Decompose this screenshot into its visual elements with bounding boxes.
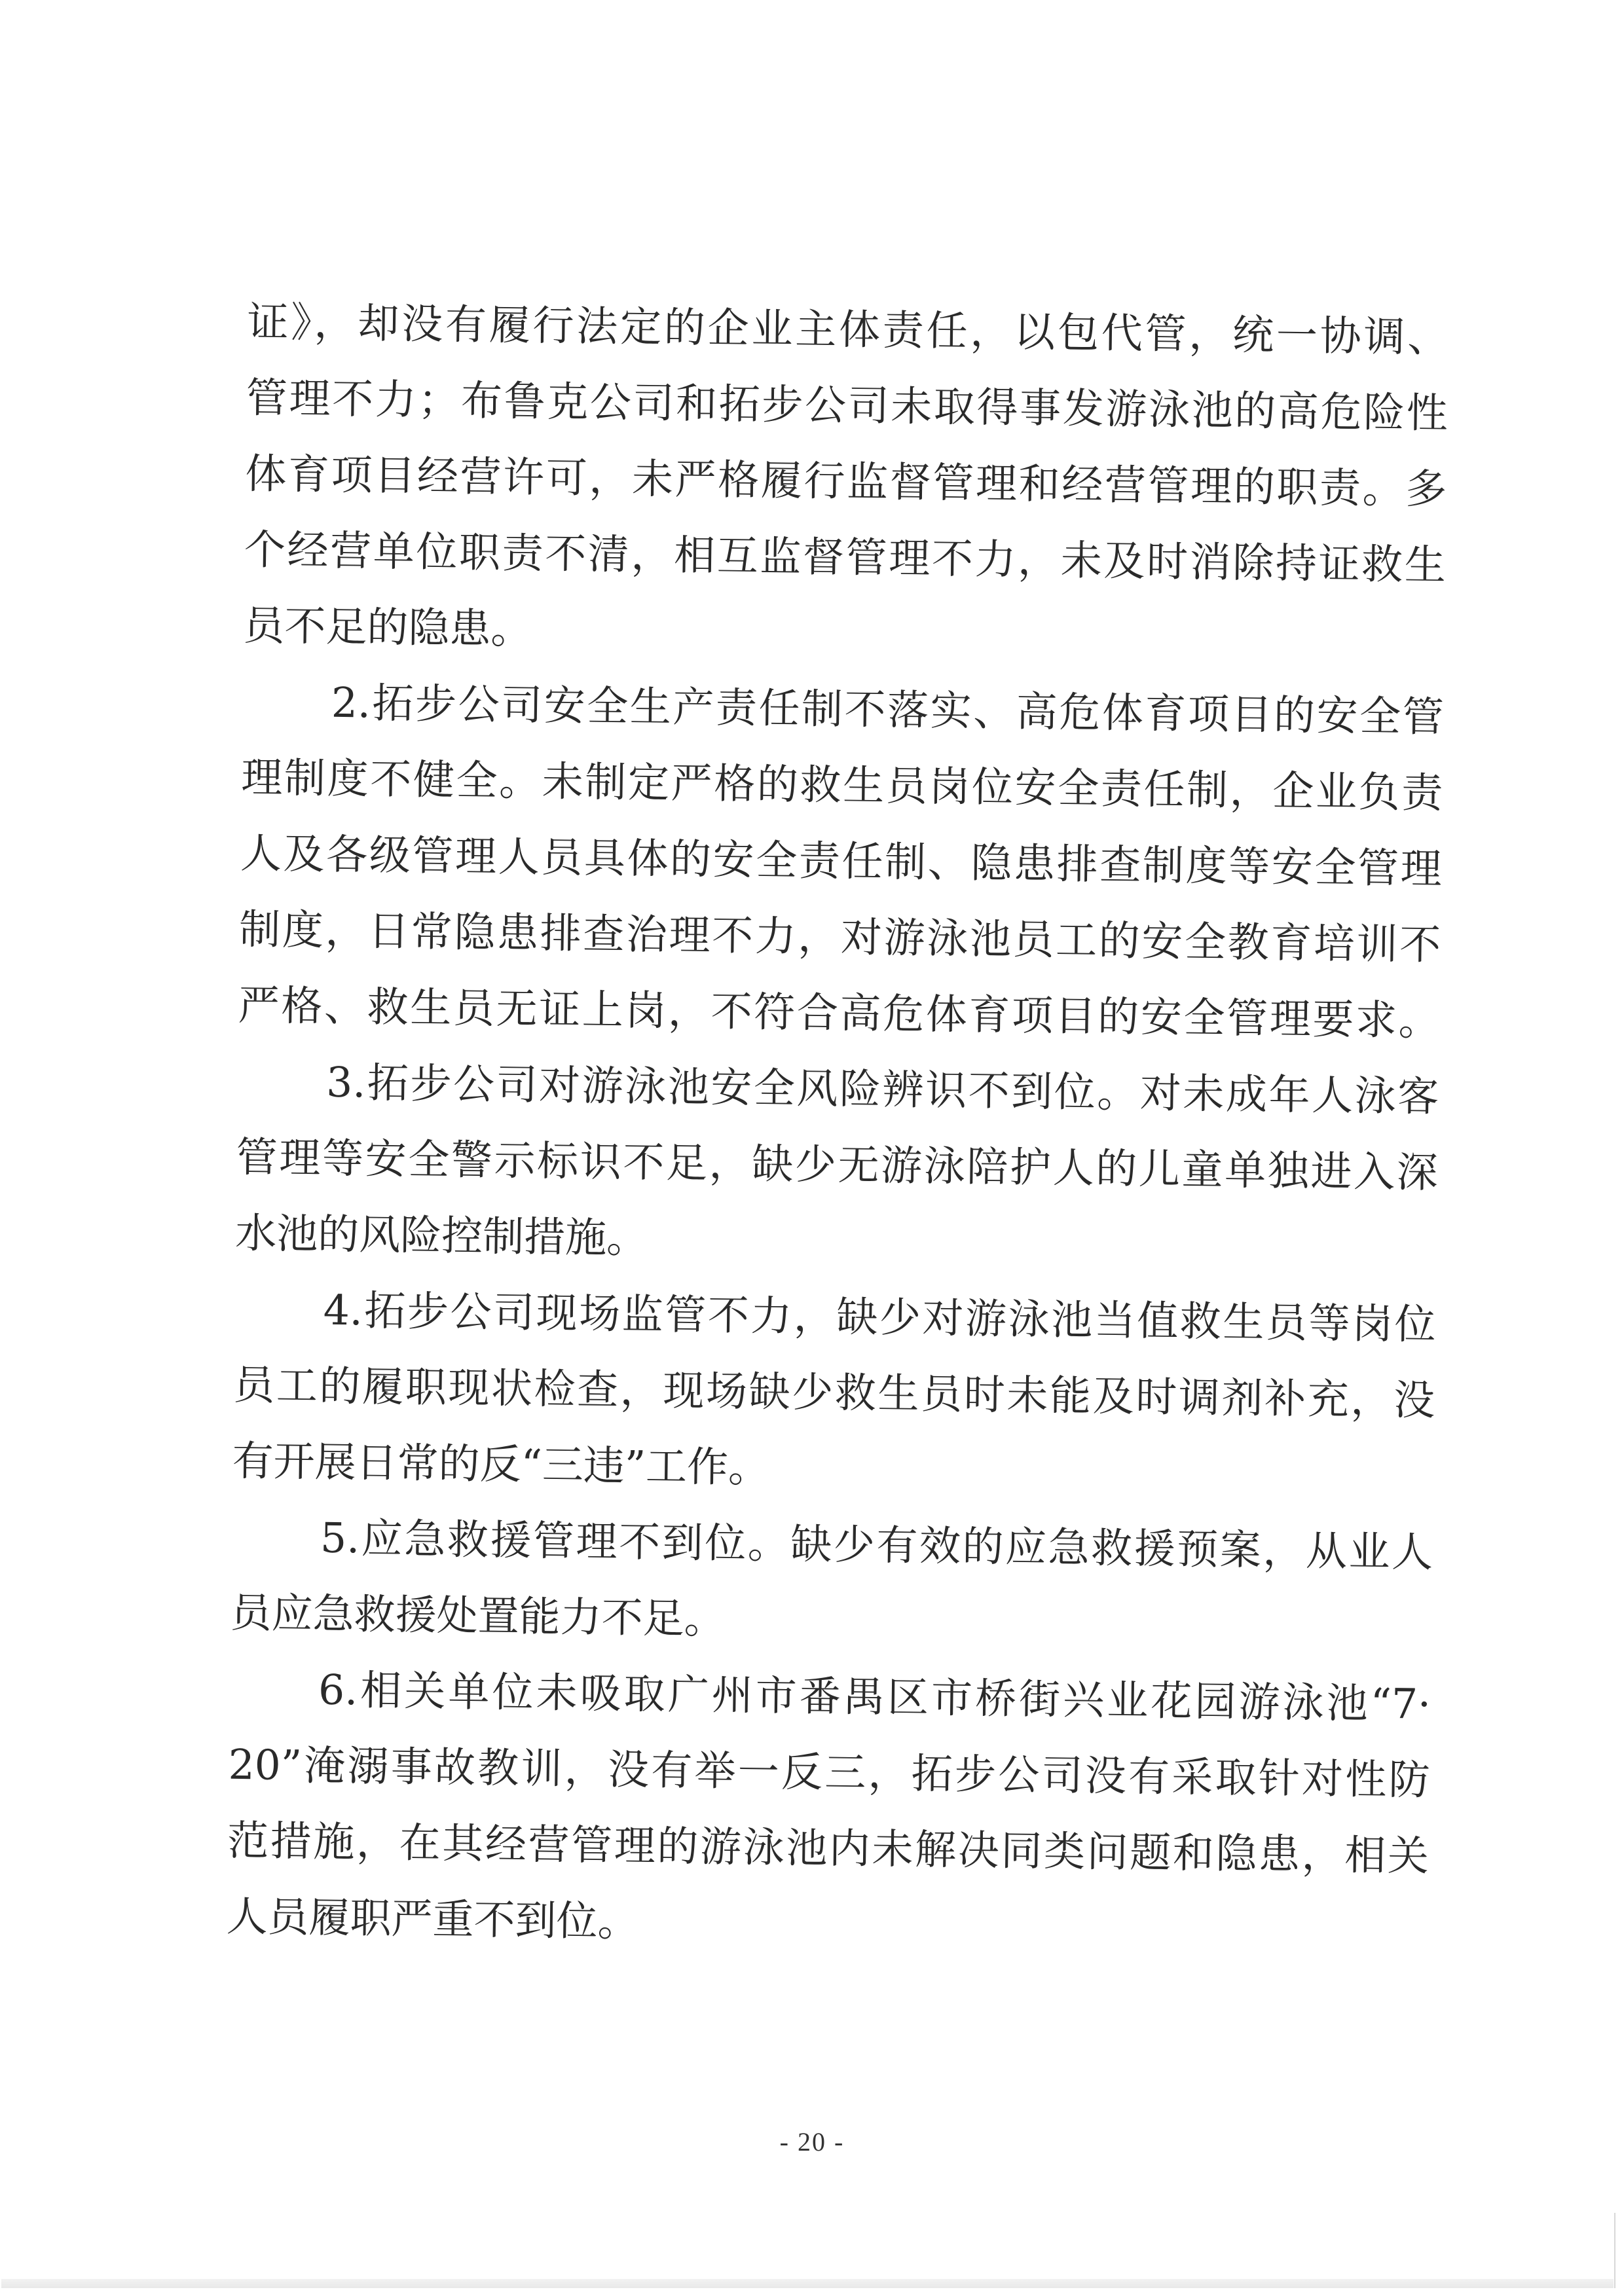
text-line: 5.应急救援管理不到位。缺少有效的应急救援预案，从业人 bbox=[320, 1514, 1433, 1576]
paragraph-item-4 bbox=[232, 1283, 1436, 1527]
text-line: 有开展日常的反“三违”工作。 bbox=[232, 1436, 770, 1492]
text-line: 理制度不健全。未制定严格的救生员岗位安全责任制，企业负责 bbox=[240, 753, 1443, 817]
text-line: 范措施，在其经营管理的游泳池内未解决同类问题和隐患，相关 bbox=[227, 1816, 1430, 1880]
text-line: 20”淹溺事故教训，没有举一反三，拓步公司没有采取针对性防 bbox=[228, 1740, 1430, 1804]
text-line: 水池的风险控制措施。 bbox=[234, 1209, 648, 1263]
text-line: 员不足的隐患。 bbox=[242, 601, 532, 653]
text-line: 3.拓步公司对游泳池安全风险辨识不到位。对未成年人泳客 bbox=[325, 1058, 1439, 1121]
text-line: 个经营单位职责不清，相互监督管理不力，未及时消除持证救生 bbox=[244, 525, 1447, 589]
text-line: 证》，却没有履行法定的企业主体责任，以包代管，统一协调、 bbox=[247, 297, 1449, 362]
paragraph-item-3 bbox=[234, 1055, 1439, 1299]
paragraph-item-5 bbox=[230, 1511, 1433, 1679]
paragraph-1-continued bbox=[242, 296, 1449, 691]
body-text bbox=[226, 296, 1449, 1982]
text-line: 员应急救援处置能力不足。 bbox=[230, 1588, 726, 1643]
paragraph-item-6 bbox=[226, 1663, 1431, 1982]
text-line: 2.拓步公司安全生产责任制不落实、高危体育项目的安全管 bbox=[331, 678, 1445, 741]
scan-artifact-edge bbox=[1614, 2213, 1615, 2288]
paragraph-item-2 bbox=[238, 676, 1444, 1071]
text-line: 6.相关单位未吸取广州市番禺区市桥街兴业花园游泳池“7· bbox=[318, 1666, 1431, 1728]
text-line: 人员履职严重不到位。 bbox=[226, 1892, 640, 1946]
text-line: 人及各级管理人员具体的安全责任制、隐患排查制度等安全管理 bbox=[240, 829, 1443, 893]
page-number: - 20 - bbox=[779, 2127, 845, 2157]
text-line: 管理等安全警示标识不足，缺少无游泳陪护人的儿童单独进入深 bbox=[236, 1133, 1439, 1197]
text-line: 4.拓步公司现场监管不力，缺少对游泳池当值救生员等岗位 bbox=[323, 1286, 1437, 1349]
text-line: 制度，日常隐患排查治理不力，对游泳池员工的安全教育培训不 bbox=[238, 905, 1441, 969]
text-line: 员工的履职现状检查，现场缺少救生员时未能及时调剂补充，没 bbox=[232, 1360, 1435, 1425]
text-line: 严格、救生员无证上岗，不符合高危体育项目的安全管理要求。 bbox=[238, 981, 1441, 1045]
text-line: 管理不力；布鲁克公司和拓步公司未取得事发游泳池的高危险性 bbox=[246, 373, 1449, 438]
scan-artifact-band bbox=[1, 2279, 1614, 2288]
text-line: 体育项目经营许可，未严格履行监督管理和经营管理的职责。多 bbox=[244, 449, 1447, 513]
